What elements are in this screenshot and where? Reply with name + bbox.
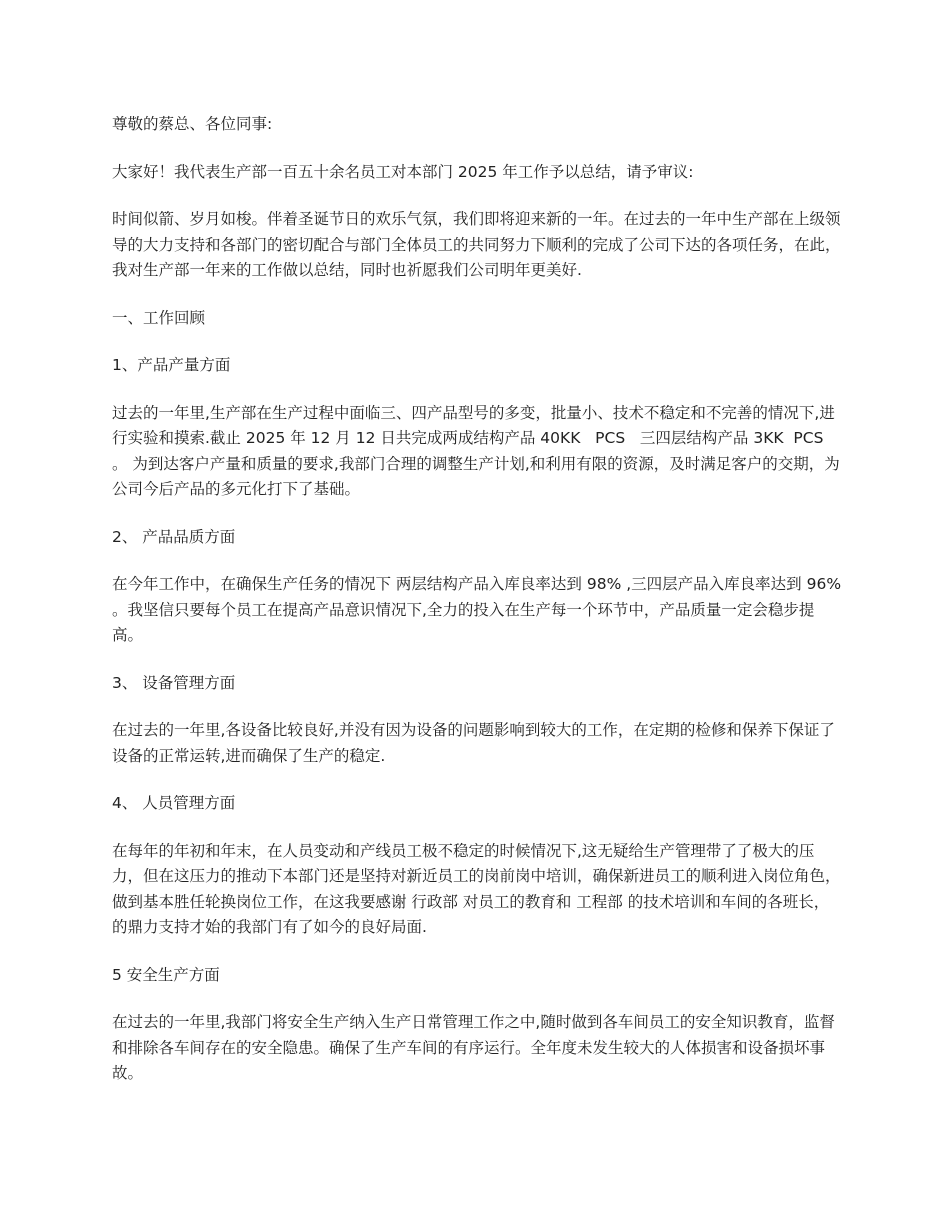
section-heading-output: 1、产品产量方面 xyxy=(112,356,231,374)
section-body-equipment: 在过去的一年里,各设备比较良好,并没有因为设备的问题影响到较大的工作，在定期的检修和保养下保证了设备的正常运转,进而确保了生产的稳定. xyxy=(112,721,835,765)
section-heading-quality: 2、 产品品质方面 xyxy=(112,527,236,546)
salutation: 尊敬的蔡总、各位同事: xyxy=(112,115,273,133)
document-page xyxy=(112,112,853,1109)
section-body-output: 过去的一年里,生产部在生产过程中面临三、四产品型号的多变，批量小、技术不稳定和不完善的情况下,进行实验和摸索.截止 2025 年 12 月 12 日共完成两成结构产品 40KK PCS 三四层结构产品 3KK PCS 。 为到达客户产量和质量的要求,我部门合理的调整生产计划,和利用有限的资源，及时满足客户的交期，为公司今后产品的多元化打下了基础。 xyxy=(112,403,853,498)
intro-paragraph: 时间似箭、岁月如梭。伴着圣诞节日的欢乐气氛，我们即将迎来新的一年。在过去的一年中生产部在上级领导的大力支持和各部门的密切配合与部门全体员工的共同努力下顺利的完成了公司下达的各项任务，在此，我对生产部一年来的工作做以总结，同时也祈愿我们公司明年更美好. xyxy=(112,210,841,279)
section-body-safety: 在过去的一年里,我部门将安全生产纳入生产日常管理工作之中,随时做到各车间员工的安全知识教育，监督和排除各车间存在的安全隐患。确保了生产车间的有序运行。全年度未发生较大的人体损害和设备损坏事故。 xyxy=(112,1013,835,1082)
section-body-personnel: 在每年的年初和年末，在人员变动和产线员工极不稳定的时候情况下,这无疑给生产管理带了了极大的压力，但在这压力的推动下本部门还是坚持对新近员工的岗前岗中培训，确保新进员工的顺利进入岗位角色，做到基本胜任轮换岗位工作，在这我要感谢 行政部 对员工的教育和 工程部 的技术培训和车间的各班长，的鼎力支持才始的我部门有了如今的良好局面. xyxy=(112,841,841,936)
greeting-paragraph: 大家好！我代表生产部一百五十余名员工对本部门 2025 年工作予以总结，请予审议: xyxy=(112,162,694,181)
section-title: 一、工作回顾 xyxy=(112,308,206,327)
section-heading-equipment: 3、 设备管理方面 xyxy=(112,673,236,692)
section-heading-personnel: 4、 人员管理方面 xyxy=(112,794,236,812)
section-body-quality: 在今年工作中，在确保生产任务的情况下 两层结构产品入库良率达到 98% ,三四层产品入库良率达到 96% 。我坚信只要每个员工在提高产品意识情况下,全力的投入在生产每一个环节中，产品质量一定会稳步提高。 xyxy=(112,575,846,644)
section-heading-safety: 5 安全生产方面 xyxy=(112,965,220,984)
